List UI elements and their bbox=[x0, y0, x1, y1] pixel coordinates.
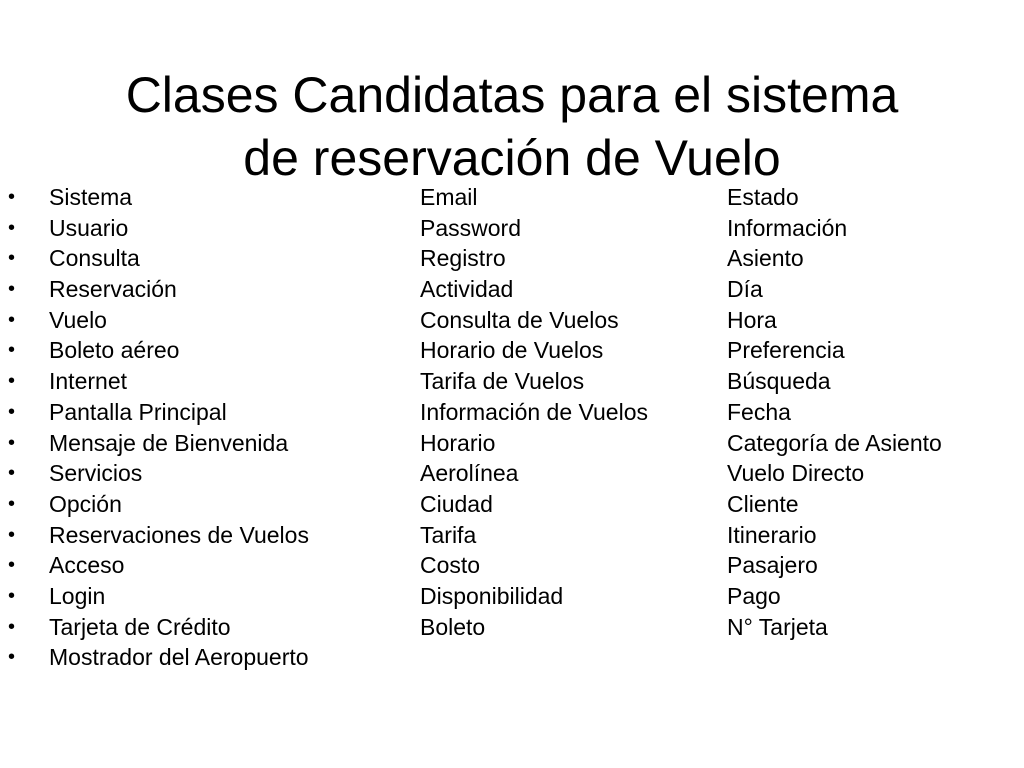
bullet-icon: • bbox=[8, 216, 16, 239]
list-item-label: Boleto aéreo bbox=[49, 337, 180, 364]
list-item-label: Reservación bbox=[49, 276, 177, 303]
list-item bbox=[8, 550, 309, 581]
bullet-icon: • bbox=[8, 554, 16, 577]
list-item-label: Itinerario bbox=[727, 521, 817, 548]
bullet-icon: • bbox=[8, 462, 16, 485]
list-item-label: Servicios bbox=[49, 460, 143, 487]
list-item-label: Costo bbox=[420, 552, 481, 579]
list-item bbox=[727, 458, 942, 489]
list-item bbox=[727, 366, 942, 397]
list-item-label: Internet bbox=[49, 368, 127, 395]
list-item-label: Cliente bbox=[727, 490, 799, 517]
list-item bbox=[420, 397, 648, 428]
list-item-label: Login bbox=[49, 582, 106, 609]
list-item bbox=[420, 213, 648, 244]
slide-title-line-1: Clases Candidatas para el sistema bbox=[125, 66, 899, 123]
list-item bbox=[420, 182, 648, 213]
list-item bbox=[727, 182, 942, 213]
list-item-label: Pasajero bbox=[727, 552, 818, 579]
list-item bbox=[8, 489, 309, 520]
bullet-icon: • bbox=[8, 186, 16, 208]
list-item-label: Ciudad bbox=[420, 490, 493, 517]
list-item bbox=[8, 366, 309, 397]
list-item-label: Registro bbox=[420, 245, 506, 272]
list-item-label: Preferencia bbox=[727, 337, 845, 364]
list-item-label: Mostrador del Aeropuerto bbox=[49, 644, 309, 671]
list-item-label: Disponibilidad bbox=[420, 582, 564, 609]
list-item bbox=[8, 335, 309, 366]
list-item bbox=[420, 520, 648, 551]
list-item-label: Asiento bbox=[727, 245, 804, 272]
list-item-label: Tarjeta de Crédito bbox=[49, 613, 231, 640]
list-item-label: Información bbox=[727, 214, 848, 241]
bullet-icon: • bbox=[8, 339, 16, 362]
list-item-label: Consulta de Vuelos bbox=[420, 306, 619, 333]
list-item-label: Categoría de Asiento bbox=[727, 429, 942, 456]
bullet-icon: • bbox=[8, 431, 16, 454]
list-item-label: N° Tarjeta bbox=[727, 613, 828, 640]
list-item-label: Email bbox=[420, 184, 478, 210]
list-item-label: Hora bbox=[727, 306, 777, 333]
list-item bbox=[727, 274, 942, 305]
list-item bbox=[8, 243, 309, 274]
list-item-label: Aerolínea bbox=[420, 460, 519, 487]
bullet-icon: • bbox=[8, 308, 16, 331]
list-item bbox=[727, 489, 942, 520]
list-item bbox=[727, 612, 942, 643]
list-item-label: Día bbox=[727, 276, 763, 303]
list-item-label: Acceso bbox=[49, 552, 125, 579]
list-item bbox=[420, 428, 648, 459]
list-item-label: Opción bbox=[49, 490, 122, 517]
list-item-label: Vuelo bbox=[49, 306, 107, 333]
list-item bbox=[420, 612, 648, 643]
bullet-icon: • bbox=[8, 247, 16, 270]
list-item bbox=[727, 581, 942, 612]
list-item-label: Fecha bbox=[727, 398, 791, 425]
bullet-icon: • bbox=[8, 492, 16, 515]
slide-title bbox=[0, 64, 1024, 190]
list-item bbox=[8, 520, 309, 551]
list-item bbox=[727, 520, 942, 551]
list-item bbox=[727, 335, 942, 366]
list-item bbox=[8, 305, 309, 336]
list-item-label: Vuelo Directo bbox=[727, 460, 865, 487]
candidate-classes-column-2 bbox=[420, 182, 648, 642]
list-item-label: Pago bbox=[727, 582, 781, 609]
list-item bbox=[727, 428, 942, 459]
list-item-label: Estado bbox=[727, 184, 799, 210]
bullet-icon: • bbox=[8, 278, 16, 301]
candidate-classes-column-3 bbox=[727, 182, 942, 642]
list-item bbox=[420, 489, 648, 520]
list-item bbox=[420, 550, 648, 581]
list-item bbox=[420, 366, 648, 397]
list-item-label: Mensaje de Bienvenida bbox=[49, 429, 289, 456]
bullet-icon: • bbox=[8, 584, 16, 607]
bullet-icon: • bbox=[8, 646, 16, 669]
list-item-label: Horario de Vuelos bbox=[420, 337, 604, 364]
list-item-label: Reservaciones de Vuelos bbox=[49, 521, 309, 548]
list-item-label: Usuario bbox=[49, 214, 129, 241]
list-item-label: Tarifa bbox=[420, 521, 477, 548]
list-item bbox=[8, 581, 309, 612]
list-item bbox=[727, 243, 942, 274]
list-item-label: Búsqueda bbox=[727, 368, 831, 395]
list-item bbox=[420, 305, 648, 336]
list-item bbox=[727, 550, 942, 581]
list-item bbox=[727, 213, 942, 244]
list-item-label: Pantalla Principal bbox=[49, 398, 227, 425]
list-item bbox=[8, 642, 309, 673]
list-item bbox=[420, 581, 648, 612]
list-item-label: Actividad bbox=[420, 276, 514, 303]
list-item-label: Información de Vuelos bbox=[420, 398, 649, 425]
list-item-label: Consulta bbox=[49, 245, 140, 272]
list-item-label: Horario bbox=[420, 429, 496, 456]
candidate-classes-column-1 bbox=[8, 182, 309, 673]
list-item-label: Boleto bbox=[420, 613, 486, 640]
slide-title-line-2: de reservación de Vuelo bbox=[243, 129, 781, 186]
list-item bbox=[727, 397, 942, 428]
list-item bbox=[8, 612, 309, 643]
list-item bbox=[727, 305, 942, 336]
list-item bbox=[420, 458, 648, 489]
list-item-label: Tarifa de Vuelos bbox=[420, 368, 585, 395]
list-item bbox=[8, 458, 309, 489]
bullet-icon: • bbox=[8, 400, 16, 423]
list-item bbox=[8, 182, 309, 213]
list-item bbox=[8, 274, 309, 305]
list-item bbox=[420, 335, 648, 366]
bullet-icon: • bbox=[8, 615, 16, 638]
list-item bbox=[8, 428, 309, 459]
list-item-label: Password bbox=[420, 214, 521, 241]
list-item bbox=[420, 274, 648, 305]
list-item bbox=[420, 243, 648, 274]
list-item-label: Sistema bbox=[49, 184, 133, 210]
bullet-icon: • bbox=[8, 370, 16, 393]
list-item bbox=[8, 397, 309, 428]
list-item bbox=[8, 213, 309, 244]
bullet-icon: • bbox=[8, 523, 16, 546]
